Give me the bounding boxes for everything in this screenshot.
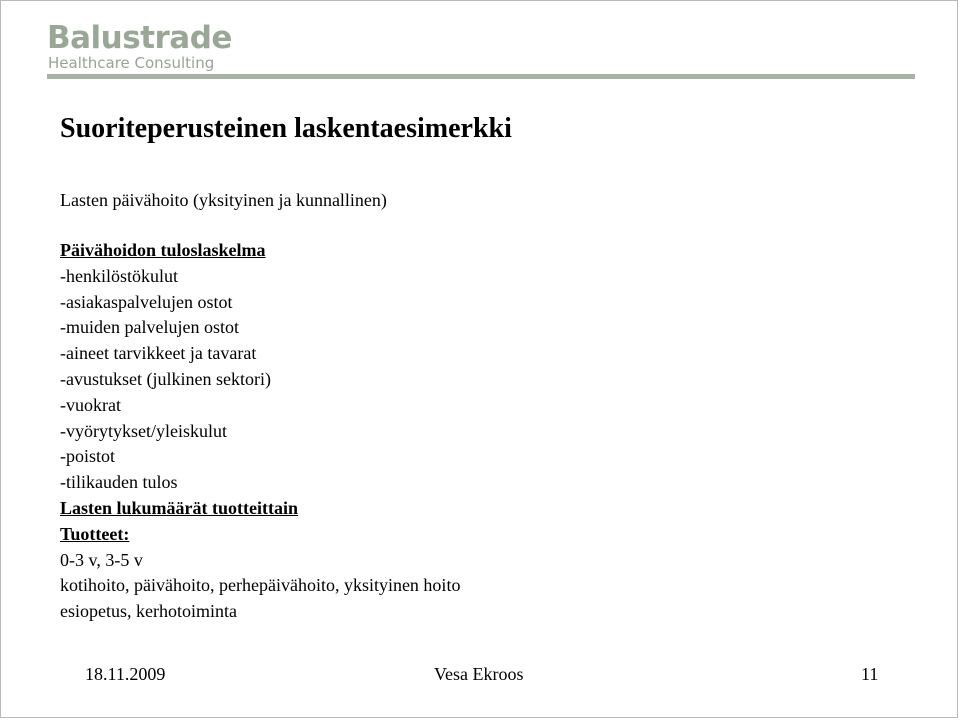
content-line-10: Lasten lukumäärät tuotteittain	[60, 497, 298, 518]
content-line-1: -henkilöstökulut	[60, 265, 178, 286]
content-line-3: -muiden palvelujen ostot	[60, 317, 239, 338]
header-divider	[47, 74, 915, 79]
content-list	[60, 238, 460, 625]
content-line-6: -vuokrat	[60, 394, 121, 415]
content-line-11: Tuotteet:	[60, 523, 130, 544]
logo-name: Balustrade	[47, 20, 232, 56]
content-line-8: -poistot	[60, 446, 116, 467]
content-line-5: -avustukset (julkinen sektori)	[60, 368, 271, 389]
content-line-9: -tilikauden tulos	[60, 472, 178, 493]
content-line-7: -vyörytykset/yleiskulut	[60, 420, 227, 441]
content-line-14: esiopetus, kerhotoiminta	[60, 601, 237, 622]
content-line-4: -aineet tarvikkeet ja tavarat	[60, 343, 257, 364]
company-logo	[47, 21, 232, 71]
footer-author: Vesa Ekroos	[434, 664, 524, 684]
slide-title: Suoriteperusteinen laskentaesimerkki	[60, 113, 512, 144]
logo-tagline: Healthcare Consulting	[48, 54, 215, 72]
slide-intro: Lasten päivähoito (yksityinen ja kunnallinen)	[60, 190, 387, 210]
content-line-0: Päivähoidon tuloslaskelma	[60, 240, 266, 260]
footer-date: 18.11.2009	[85, 664, 166, 684]
content-line-13: kotihoito, päivähoito, perhepäivähoito, yksityinen hoito	[60, 575, 461, 596]
footer-page-number: 11	[861, 664, 879, 684]
content-line-12: 0-3 v, 3-5 v	[60, 549, 143, 570]
content-line-2: -asiakaspalvelujen ostot	[60, 291, 233, 312]
